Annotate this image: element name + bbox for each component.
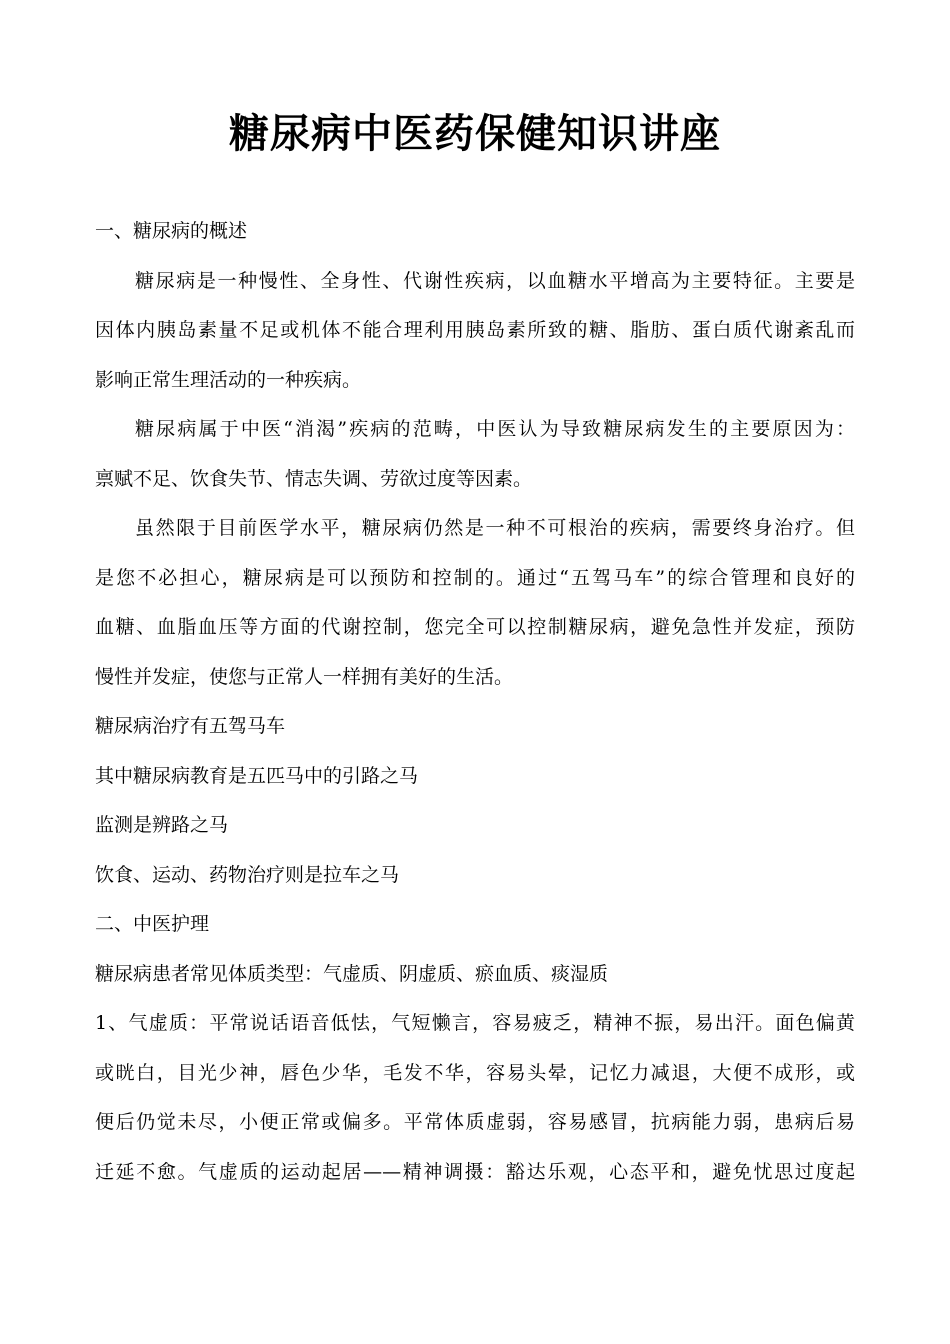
text-line: 糖尿病治疗有五驾马车 [95,715,286,737]
text-line: 虽然限于目前医学水平，糖尿病仍然是一种不可根治的疾病，需要终身治疗。但 [135,517,855,539]
text-line: 糖尿病患者常见体质类型：气虚质、阴虚质、瘀血质、痰湿质 [95,962,609,985]
text-line: 慢性并发症，使您与正常人一样拥有美好的生活。 [95,665,514,688]
text-line: 因体内胰岛素量不足或机体不能合理利用胰岛素所致的糖、脂肪、蛋白质代谢紊乱而 [95,319,855,341]
text-line: 二、中医护理 [95,913,210,935]
text-line: 一、糖尿病的概述 [95,220,248,242]
text-line: 影响正常生理活动的一种疾病。 [95,368,362,391]
text-line: 禀赋不足、饮食失节、情志失调、劳欲过度等因素。 [95,467,533,490]
text-line: 糖尿病是一种慢性、全身性、代谢性疾病，以血糖水平增高为主要特征。主要是 [135,269,855,292]
text-line: 1、气虚质：平常说话语音低怯，气短懒言，容易疲乏，精神不振，易出汗。面色偏黄 [95,1012,855,1034]
text-line: 监测是辨路之马 [95,814,229,836]
text-line: 其中糖尿病教育是五匹马中的引路之马 [95,764,419,787]
text-line: 血糖、血脂血压等方面的代谢控制，您完全可以控制糖尿病，避免急性并发症，预防 [95,616,855,638]
document-body [95,207,855,1197]
text-line: 饮食、运动、药物治疗则是拉车之马 [95,863,400,886]
text-line: 是您不必担心，糖尿病是可以预防和控制的。通过“五驾马车”的综合管理和良好的 [95,566,855,589]
text-line: 迁延不愈。气虚质的运动起居——精神调摄：豁达乐观，心态平和，避免忧思过度起 [95,1160,855,1183]
text-line: 便后仍觉未尽，小便正常或偏多。平常体质虚弱，容易感冒，抗病能力弱，患病后易 [95,1111,855,1133]
text-line: 或晄白，目光少神，唇色少华，毛发不华，容易头晕，记忆力减退，大便不成形，或 [95,1061,855,1084]
text-line: 糖尿病属于中医“消渴”疾病的范畴，中医认为导致糖尿病发生的主要原因为： [135,418,855,440]
document-title: 糖尿病中医药保健知识讲座 [229,111,721,157]
